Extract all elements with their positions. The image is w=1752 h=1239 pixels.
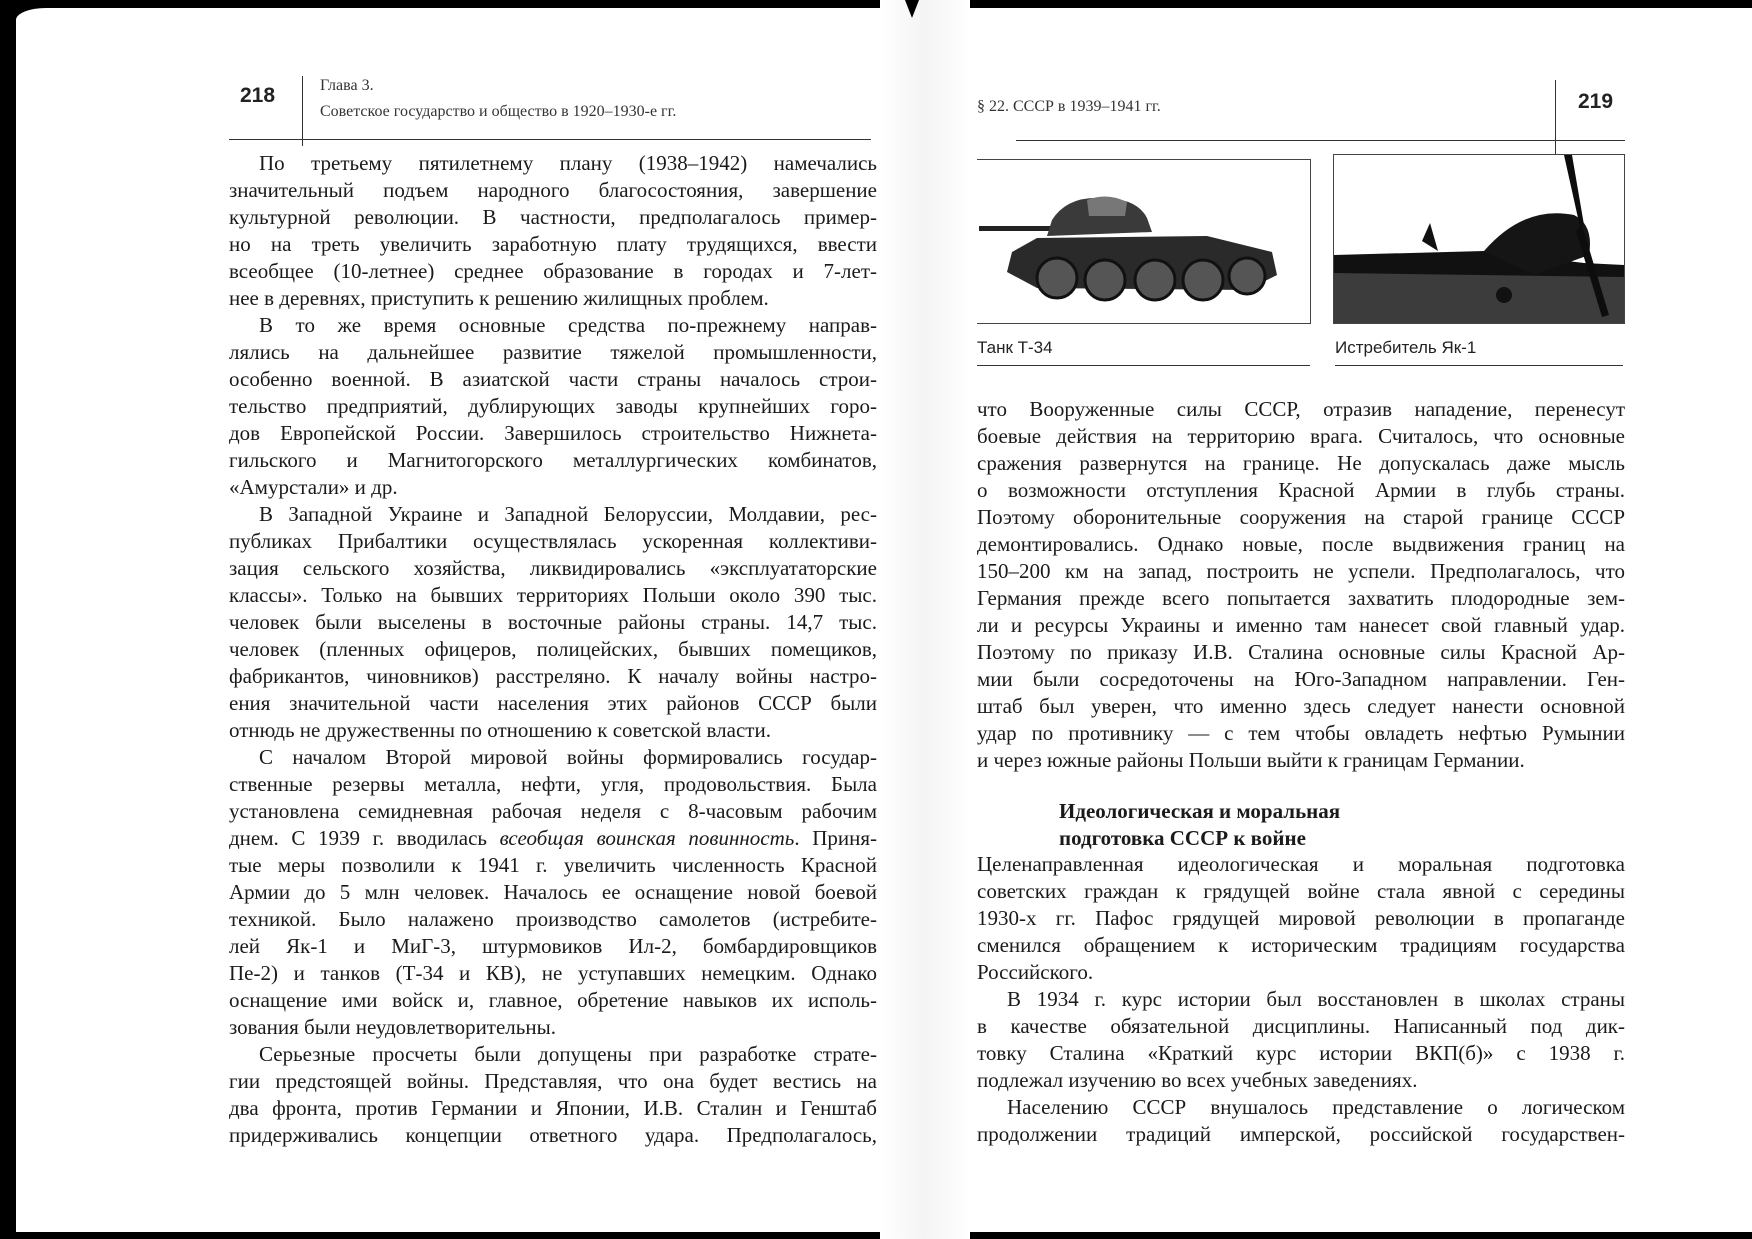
header-rule (1016, 140, 1625, 141)
text-line: продолжении традиций имперской, российской государствен- (977, 1122, 1625, 1146)
text-line: человек (пленных офицеров, полицейских, бывших помещиков, (229, 637, 877, 661)
text-line (229, 825, 877, 852)
text-line: демонтировались. Однако новые, после выдвижения границ на (977, 532, 1625, 556)
fighter-plane-icon (1334, 155, 1624, 323)
text-line: Поэтому по приказу И.В. Сталина основные силы Красной Ар- (977, 640, 1625, 664)
text-line: 150–200 км на запад, построить не успели. Предполагалось, что (977, 559, 1625, 583)
caption-rule (977, 365, 1310, 366)
paragraph (977, 986, 1625, 1094)
text-line: Пе-2) и танков (Т-34 и КВ), не уступавших немецким. Однако (229, 961, 877, 985)
italic-term: всеобщая воинская повинность (499, 826, 795, 850)
text-line: значительный подъем народного благосостояния, завершение (229, 178, 877, 202)
text-line: советских граждан к грядущей войне стала явной с середины (977, 879, 1625, 903)
header-rule (229, 139, 871, 140)
text-line: В 1934 г. курс истории был восстановлен в школах страны (1007, 987, 1625, 1011)
paragraph (977, 396, 1625, 774)
text-line: публиках Прибалтики осуществлялась ускоренная коллективи- (229, 529, 877, 553)
text-line: фабрикантов, чиновников) расстреляно. К началу войны настро- (229, 664, 877, 688)
text-line: товку Сталина «Краткий курс истории ВКП(б)» с 1938 г. (977, 1041, 1625, 1065)
text-line: придерживались концепции ответного удара. Предполагалось, (229, 1123, 877, 1147)
text-line: тые меры позволили к 1941 г. увеличить численность Красной (229, 853, 877, 877)
paragraph (977, 851, 1625, 986)
text-line: гии предстоящей войны. Представляя, что она будет вестись на (229, 1069, 877, 1093)
text-line: По третьему пятилетнему плану (1938–1942) намечались (259, 151, 877, 175)
text-line: техникой. Было налажено производство самолетов (истребите- (229, 907, 877, 931)
page-number-left: 218 (240, 84, 276, 107)
tank-icon (977, 160, 1310, 323)
text-line: мии были сосредоточены на Юго-Западном направлении. Ген- (977, 667, 1625, 691)
text-line: зования были неудовлетворительны. (229, 1015, 556, 1039)
text-line: В то же время основные средства по-прежнему направ- (259, 313, 877, 337)
text-line: что Вооруженные силы СССР, отразив нападение, перенесут (977, 397, 1625, 421)
right-page-text-top (977, 396, 1625, 774)
paragraph (229, 744, 877, 1041)
text-line: и через южные районы Польши выйти к границам Германии. (977, 748, 1525, 772)
text-line: зация сельского хозяйства, ликвидировались «эксплуататорские (229, 556, 877, 580)
text-line: сражения развернутся на границе. Не допускалась даже мысль (977, 451, 1625, 475)
text-line: С началом Второй мировой войны формировались государ- (259, 745, 877, 769)
text-line: культурной революции. В частности, предполагалось пример- (229, 205, 877, 229)
text-line: В Западной Украине и Западной Белоруссии, Молдавии, рес- (259, 502, 877, 526)
header-divider (302, 76, 303, 146)
text-line: ли и ресурсы Украины и именно там нанесет свой главный удар. (977, 613, 1625, 637)
text-line: Германия прежде всего попытается захватить плодородные зем- (977, 586, 1625, 610)
figure-caption-tank: Танк Т-34 (977, 338, 1053, 357)
text-line: Российского. (977, 960, 1094, 984)
section-heading-line: Идеологическая и моральная (1059, 799, 1341, 823)
text-segment: . Приня- (794, 826, 877, 850)
caption-rule (1335, 365, 1623, 366)
running-head-chapter: Глава 3. (320, 77, 374, 94)
section-heading-line: подготовка СССР к войне (1059, 826, 1306, 850)
text-line: классы». Только на бывших территориях Польши около 390 тыс. (229, 583, 877, 607)
text-line: Серьезные просчеты были допущены при разработке страте- (259, 1042, 877, 1066)
text-line: человек были выселены в восточные районы страны. 14,7 тыс. (229, 610, 877, 634)
text-line: о возможности отступления Красной Армии в глубь страны. (977, 478, 1625, 502)
text-line: сменился обращением к историческим традициям государства (977, 933, 1625, 957)
figure-caption-plane: Истребитель Як-1 (1335, 338, 1477, 357)
paragraph (229, 1041, 877, 1149)
paragraph (229, 312, 877, 501)
text-line: удар по противнику — с тем чтобы овладеть нефтью Румынии (977, 721, 1625, 745)
text-line: штаб был уверен, что именно здесь следует нанести основной (977, 694, 1625, 718)
text-line: но на треть увеличить заработную плату трудящихся, ввести (229, 232, 877, 256)
text-line: Населению СССР внушалось представление о логическом (1007, 1095, 1625, 1119)
text-line: ственные резервы металла, нефти, угля, продовольствия. Была (229, 772, 877, 796)
fighter-plane-photo (1333, 154, 1625, 324)
text-line: два фронта, против Германии и Японии, И.В. Сталин и Генштаб (229, 1096, 877, 1120)
text-line: лялись на дальнейшее развитие тяжелой промышленности, (229, 340, 877, 364)
paragraph (229, 150, 877, 312)
running-head-title: Советское государство и общество в 1920–1930-е гг. (320, 103, 677, 120)
text-line: всеобщее (10-летнее) среднее образование в городах и 7-лет- (229, 259, 877, 283)
text-line: Армии до 5 млн человек. Началось ее оснащение новой боевой (229, 880, 877, 904)
page-number-right: 219 (1578, 90, 1614, 113)
text-line: ения значительной части населения этих районов СССР были (229, 691, 877, 715)
book-gutter (880, 0, 970, 1239)
right-page-text-bottom (977, 851, 1625, 1148)
text-line: 1930-х гг. Пафос грядущей мировой революции в пропаганде (977, 906, 1625, 930)
text-line: боевые действия на территорию врага. Считалось, что основные (977, 424, 1625, 448)
tank-photo (977, 159, 1311, 324)
header-divider (1555, 80, 1556, 158)
text-line: отнюдь не дружественны по отношению к советской власти. (229, 718, 771, 742)
text-line: «Амурстали» и др. (229, 475, 398, 499)
text-line: гильского и Магнитогорского металлургических комбинатов, (229, 448, 877, 472)
text-line: лей Як-1 и МиГ-3, штурмовиков Ил-2, бомбардировщиков (229, 934, 877, 958)
text-line: дов Европейской России. Завершилось строительство Нижнета- (229, 421, 877, 445)
text-line: установлена семидневная рабочая неделя с 8-часовым рабочим (229, 799, 877, 823)
text-line: подлежал изучению во всех учебных заведениях. (977, 1068, 1418, 1092)
text-line: оснащение ими войск и, главное, обретение навыков их исполь- (229, 988, 877, 1012)
text-line: особенно военной. В азиатской части страны началось строи- (229, 367, 877, 391)
text-line: в качестве обязательной дисциплины. Написанный под дик- (977, 1014, 1625, 1038)
text-line: тельство предприятий, дублирующих заводы крупнейших горо- (229, 394, 877, 418)
text-line: Целенаправленная идеологическая и моральная подготовка (977, 852, 1625, 876)
left-page-text (229, 150, 877, 1149)
paragraph (229, 501, 877, 744)
running-head-section: § 22. СССР в 1939–1941 гг. (977, 98, 1161, 115)
paragraph (977, 1094, 1625, 1148)
text-line: Поэтому оборонительные сооружения на старой границе СССР (977, 505, 1625, 529)
text-line: нее в деревнях, приступить к решению жилищных проблем. (229, 286, 769, 310)
text-segment: днем. С 1939 г. вводилась (229, 826, 500, 850)
section-heading (1059, 798, 1340, 852)
